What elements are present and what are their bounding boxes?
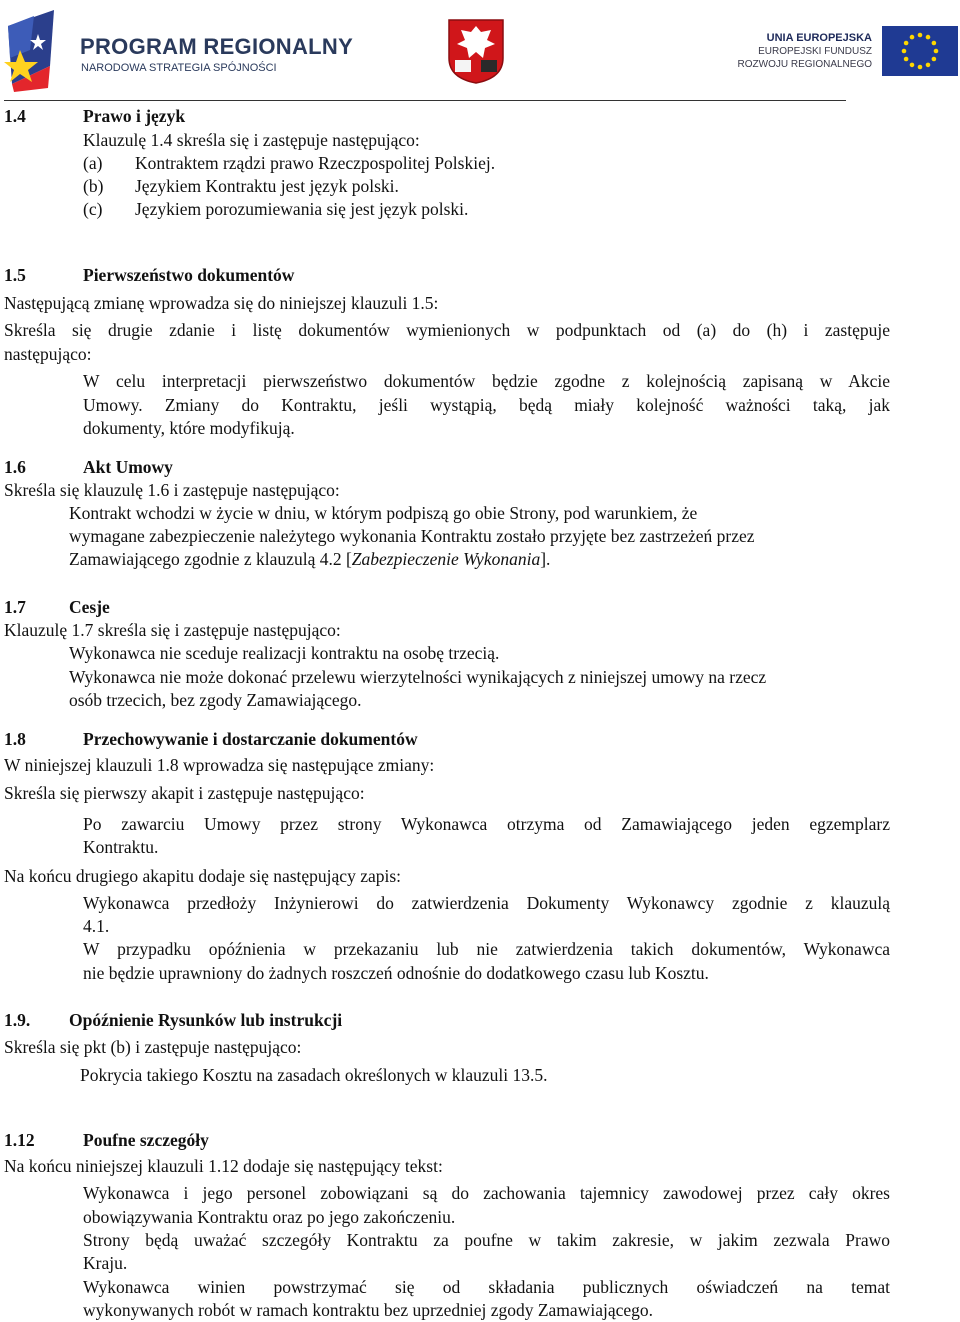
section-1-12-quote: wykonywanych robót w ramach kontraktu bez uprzedniej zgody Zamawiającego.	[83, 1300, 653, 1320]
section-1-6-intro: Skreśla się klauzulę 1.6 i zastępuje następująco:	[4, 480, 340, 500]
section-1-8-paragraph: W niniejszej klauzuli 1.8 wprowadza się następujące zmiany:	[4, 755, 435, 775]
list-item-label: (c)	[83, 199, 103, 219]
section-1-12-number: 1.12	[4, 1130, 35, 1150]
section-1-5-number: 1.5	[4, 265, 26, 285]
section-1-5-quote: dokumenty, które modyfikują.	[83, 418, 295, 438]
section-1-5-paragraph: Skreśla się drugie zdanie i listę dokumentów wymienionych w podpunktach od (a) do (h) i zastępuje	[4, 320, 890, 340]
section-1-6-quote: wymagane zabezpieczenie należytego wykonania Kontraktu zostało przyjęte bez zastrzeżeń przez	[69, 526, 755, 546]
section-1-9-intro: Skreśla się pkt (b) i zastępuje następująco:	[4, 1037, 302, 1057]
eu-fund-label	[730, 32, 872, 71]
section-1-6-title: Akt Umowy	[83, 457, 173, 477]
page-header	[0, 0, 960, 104]
section-1-4-intro: Klauzulę 1.4 skreśla się i zastępuje następująco:	[83, 130, 420, 150]
section-1-12-quote: Wykonawca i jego personel zobowiązani są do zachowania tajemnicy zawodowej przez cały okres	[83, 1183, 890, 1203]
list-item-text: Językiem porozumiewania się jest język polski.	[135, 199, 469, 219]
section-1-8-quote: Wykonawca przedłoży Inżynierowi do zatwierdzenia Dokumenty Wykonawcy zgodnie z klauzulą	[83, 893, 890, 913]
section-1-8-quote: Po zawarciu Umowy przez strony Wykonawca otrzyma od Zamawiającego jeden egzemplarz	[83, 814, 890, 834]
program-regionalny-logo-icon	[4, 6, 60, 94]
section-1-5-paragraph: następująco:	[4, 344, 92, 364]
section-1-8-title: Przechowywanie i dostarczanie dokumentów	[83, 729, 418, 749]
section-1-9-number: 1.9.	[4, 1010, 31, 1030]
header-divider	[4, 100, 846, 101]
section-1-5-title: Pierwszeństwo dokumentów	[83, 265, 295, 285]
section-1-6-number: 1.6	[4, 457, 26, 477]
section-1-7-quote: Wykonawca nie może dokonać przelewu wierzytelności wynikających z niniejszej umowy na rzecz	[69, 667, 767, 687]
section-1-12-title: Poufne szczegóły	[83, 1130, 209, 1150]
section-1-8-paragraph: Na końcu drugiego akapitu dodaje się następujący zapis:	[4, 866, 402, 886]
eu-line-1: UNIA EUROPEJSKA	[766, 32, 872, 44]
section-1-7-intro: Klauzulę 1.7 skreśla się i zastępuje następująco:	[4, 620, 341, 640]
section-1-12-quote: obowiązywania Kontraktu oraz po jego zakończeniu.	[83, 1207, 456, 1227]
section-1-4-title: Prawo i język	[83, 106, 186, 126]
section-1-8-number: 1.8	[4, 729, 26, 749]
section-1-9-title: Opóźnienie Rysunków lub instrukcji	[69, 1010, 343, 1030]
section-1-5-paragraph: Następującą zmianę wprowadza się do niniejszej klauzuli 1.5:	[4, 293, 439, 313]
section-1-8-quote: Kontraktu.	[83, 837, 159, 857]
section-1-12-quote: Strony będą uważać szczegóły Kontraktu za poufne w takim zakresie, w jakim zezwala Prawo	[83, 1230, 890, 1250]
voivodeship-crest-icon	[447, 18, 505, 84]
section-1-7-quote: osób trzecich, bez zgody Zamawiającego.	[69, 690, 362, 710]
program-subtitle: NARODOWA STRATEGIA SPÓJNOŚCI	[81, 62, 277, 74]
eu-line-2: EUROPEJSKI FUNDUSZ	[758, 46, 872, 57]
section-1-6-quote: Kontrakt wchodzi w życie w dniu, w którym podpiszą go obie Strony, pod warunkiem, że	[69, 503, 698, 523]
eu-line-3: ROZWOJU REGIONALNEGO	[737, 59, 872, 70]
section-1-9-quote: Pokrycia takiego Kosztu na zasadach określonych w klauzuli 13.5.	[80, 1065, 548, 1085]
section-1-12-quote: Wykonawca winien powstrzymać się od składania publicznych oświadczeń na temat	[83, 1277, 890, 1297]
list-item-label: (a)	[83, 153, 103, 173]
clause-reference: Zabezpieczenie Wykonania	[351, 549, 541, 569]
section-1-7-quote: Wykonawca nie sceduje realizacji kontraktu na osobę trzecią.	[69, 643, 500, 663]
section-1-12-quote: Kraju.	[83, 1253, 128, 1273]
section-1-7-number: 1.7	[4, 597, 26, 617]
list-item-label: (b)	[83, 176, 104, 196]
section-1-8-quote: 4.1.	[83, 916, 110, 936]
section-1-5-quote: Umowy. Zmiany do Kontraktu, jeśli wystąpią, będą miały kolejność ważności taką, jak	[83, 395, 890, 415]
section-1-8-paragraph: Skreśla się pierwszy akapit i zastępuje następująco:	[4, 783, 365, 803]
section-1-4-number: 1.4	[4, 106, 26, 126]
program-title: PROGRAM REGIONALNY	[80, 34, 354, 59]
section-1-5-quote: W celu interpretacji pierwszeństwo dokumentów będzie zgodne z kolejnością zapisaną w Akcie	[83, 371, 890, 391]
section-1-8-quote: W przypadku opóźnienia w przekazaniu lub nie zatwierdzenia takich dokumentów, Wykonawca	[83, 939, 890, 959]
list-item-text: Językiem Kontraktu jest język polski.	[135, 176, 399, 196]
list-item-text: Kontraktem rządzi prawo Rzeczpospolitej Polskiej.	[135, 153, 496, 173]
eu-flag-icon	[882, 26, 958, 76]
section-1-8-quote: nie będzie uprawniony do żadnych roszczeń odnośnie do dodatkowego czasu lub Kosztu.	[83, 963, 709, 983]
section-1-7-title: Cesje	[69, 597, 110, 617]
section-1-12-intro: Na końcu niniejszej klauzuli 1.12 dodaje się następujący tekst:	[4, 1156, 443, 1176]
section-1-6-quote: Zamawiającego zgodnie z klauzulą 4.2 [Zabezpieczenie Wykonania].	[69, 549, 551, 569]
